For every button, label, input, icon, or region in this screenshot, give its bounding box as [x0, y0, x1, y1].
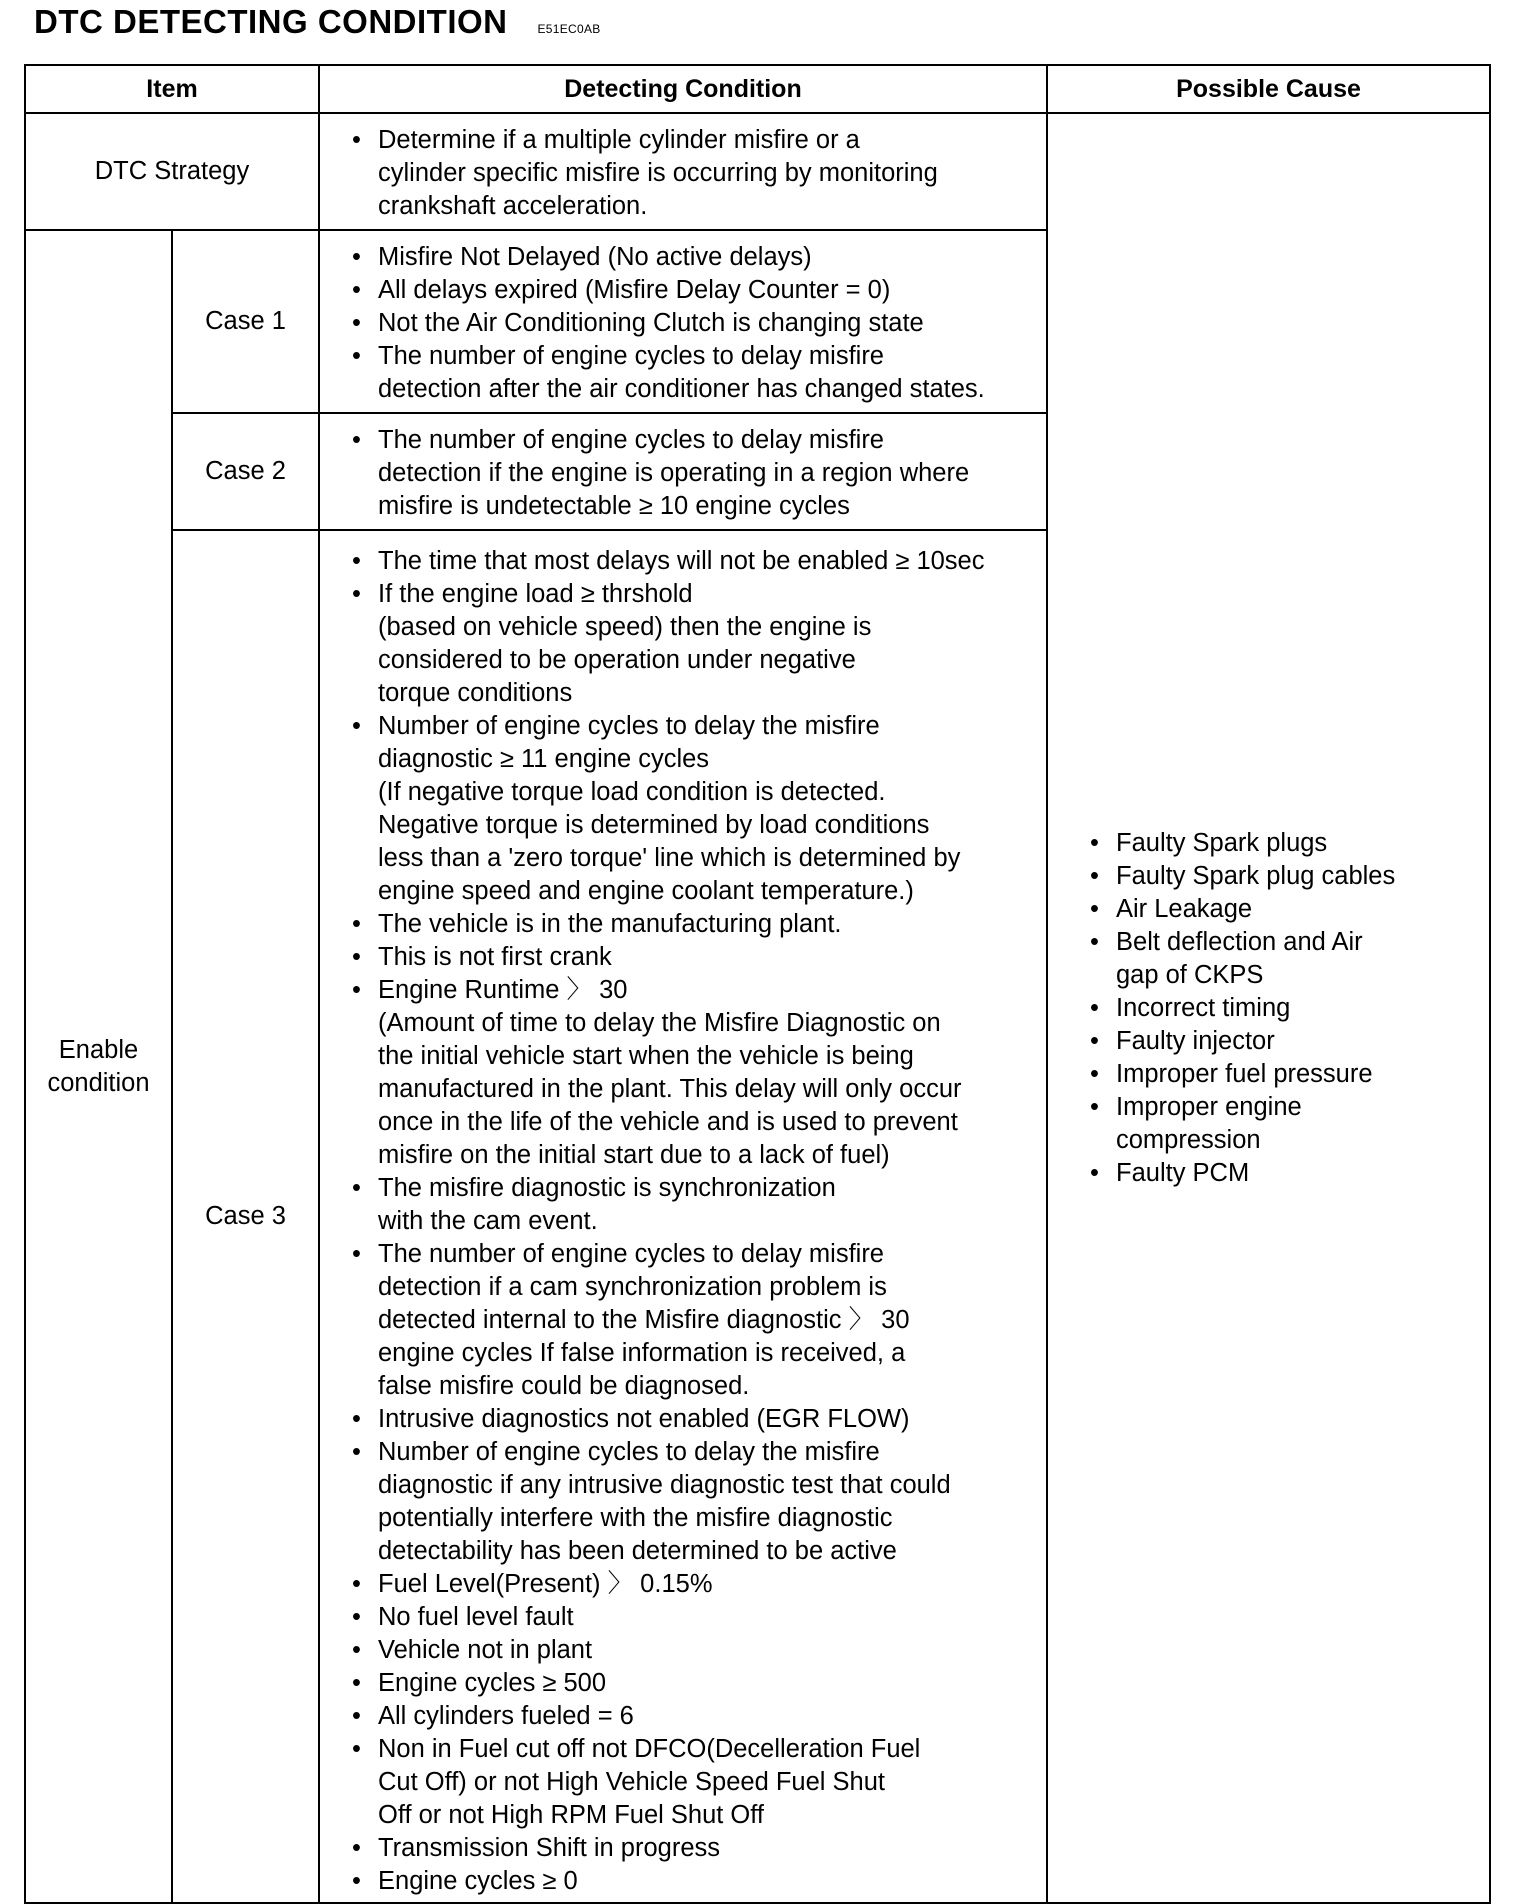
case-2-conditions-cell [319, 413, 1047, 530]
case-1-conditions [320, 231, 1046, 412]
list-item: • Faulty Spark plugs [1116, 827, 1483, 860]
list-item: • Faulty Spark plug cables [1116, 860, 1483, 893]
case-2-label: Case 2 [172, 413, 319, 530]
case-1-conditions-cell [319, 230, 1047, 413]
dtc-condition-table [24, 64, 1491, 1904]
list-item: • Number of engine cycles to delay the misfire diagnostic ≥ 11 engine cycles (If negative torque load condition is detected. Negative torque is determined by load conditions less than a 'zero torque' line which is determined by engine speed and engine coolant temperature.) [378, 710, 1038, 908]
list-item: • Engine Runtime 〉 30 (Amount of time to delay the Misfire Diagnostic on the initial vehicle start when the vehicle is being manufactured in the plant. This delay will only occur once in the life of the vehicle and is used to prevent misfire on the initial start due to a lack of fuel) [378, 974, 1038, 1172]
list-item: • Fuel Level(Present) 〉 0.15% [378, 1568, 1038, 1601]
strategy-conditions-cell [319, 113, 1047, 230]
list-item: • Determine if a multiple cylinder misfire or a cylinder specific misfire is occurring by monitoring crankshaft acceleration. [378, 124, 1038, 223]
list-item: • If the engine load ≥ thrshold (based on vehicle speed) then the engine is considered to be operation under negative torque conditions [378, 578, 1038, 710]
table-header-row [25, 65, 1490, 113]
document-code: E51EC0AB [537, 22, 601, 36]
list-item: • Non in Fuel cut off not DFCO(Decelleration Fuel Cut Off) or not High Vehicle Speed Fuel Shut Off or not High RPM Fuel Shut Off [378, 1733, 1038, 1832]
list-item: • The number of engine cycles to delay misfire detection if a cam synchronization problem is detected internal to the Misfire diagnostic 〉 30 engine cycles If false information is received, a false misfire could be diagnosed. [378, 1238, 1038, 1403]
strategy-row [25, 113, 1490, 230]
case-3-conditions [320, 531, 1046, 1902]
case-3-label: Case 3 [172, 530, 319, 1903]
strategy-conditions [320, 114, 1046, 229]
page-title: DTC DETECTING CONDITION [34, 3, 508, 40]
list-item: • All cylinders fueled = 6 [378, 1700, 1038, 1733]
list-item: • The vehicle is in the manufacturing plant. [378, 908, 1038, 941]
list-item: • Not the Air Conditioning Clutch is changing state [378, 307, 1038, 340]
title-row [34, 2, 601, 42]
list-item: • Improper fuel pressure [1116, 1058, 1483, 1091]
possible-causes-list [1048, 827, 1489, 1190]
list-item: • No fuel level fault [378, 1601, 1038, 1634]
list-item: • Intrusive diagnostics not enabled (EGR FLOW) [378, 1403, 1038, 1436]
list-item: • Faulty injector [1116, 1025, 1483, 1058]
header-detecting-condition: Detecting Condition [319, 65, 1047, 113]
strategy-label: DTC Strategy [25, 113, 319, 230]
case-3-conditions-cell [319, 530, 1047, 1903]
list-item: • Number of engine cycles to delay the misfire diagnostic if any intrusive diagnostic test that could potentially interfere with the misfire diagnostic detectability has been determined to be active [378, 1436, 1038, 1568]
list-item: • Engine cycles ≥ 0 [378, 1865, 1038, 1898]
list-item: • This is not first crank [378, 941, 1038, 974]
list-item: • Misfire Not Delayed (No active delays) [378, 241, 1038, 274]
list-item: • Belt deflection and Air gap of CKPS [1116, 926, 1483, 992]
list-item: • Improper engine compression [1116, 1091, 1483, 1157]
list-item: • Engine cycles ≥ 500 [378, 1667, 1038, 1700]
list-item: • The number of engine cycles to delay misfire detection if the engine is operating in a region where misfire is undetectable ≥ 10 engine cycles [378, 424, 1038, 523]
list-item: • Transmission Shift in progress [378, 1832, 1038, 1865]
header-item: Item [25, 65, 319, 113]
list-item: • The time that most delays will not be enabled ≥ 10sec [378, 545, 1038, 578]
case-2-conditions [320, 414, 1046, 529]
list-item: • Vehicle not in plant [378, 1634, 1038, 1667]
list-item: • The misfire diagnostic is synchronization with the cam event. [378, 1172, 1038, 1238]
list-item: • The number of engine cycles to delay misfire detection after the air conditioner has changed states. [378, 340, 1038, 406]
header-possible-cause: Possible Cause [1047, 65, 1490, 113]
list-item: • Air Leakage [1116, 893, 1483, 926]
list-item: • All delays expired (Misfire Delay Counter = 0) [378, 274, 1038, 307]
enable-condition-label: Enable condition [25, 230, 172, 1903]
list-item: • Faulty PCM [1116, 1157, 1483, 1190]
possible-cause-cell [1047, 113, 1490, 1903]
case-1-label: Case 1 [172, 230, 319, 413]
list-item: • Incorrect timing [1116, 992, 1483, 1025]
